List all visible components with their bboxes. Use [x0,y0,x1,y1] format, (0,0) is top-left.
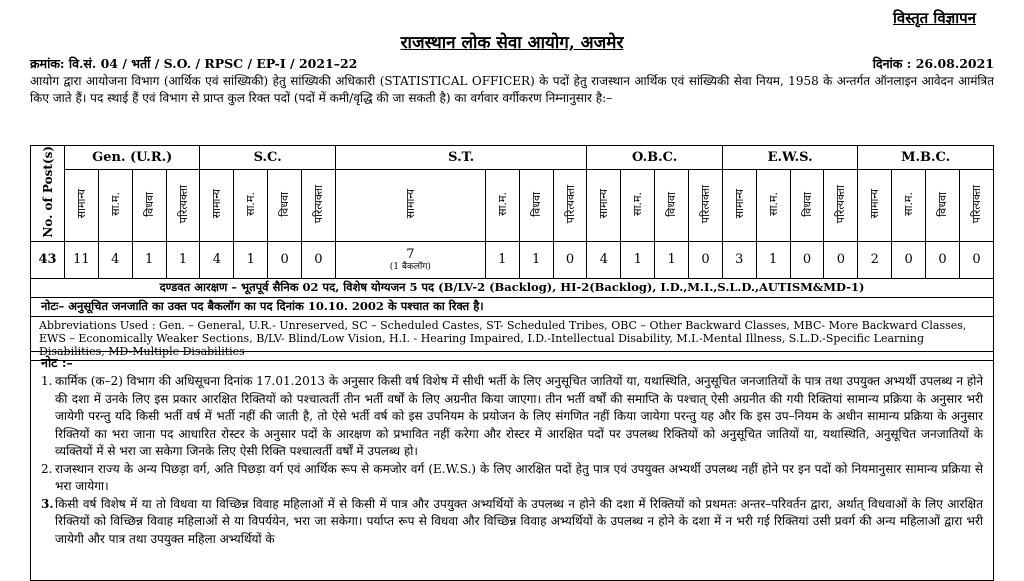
subhead: परित्यक्ता [553,170,587,241]
subhead: सामान्य [335,170,485,241]
category-ews: E.W.S. [722,146,857,170]
subhead: सामान्य [858,170,892,241]
intro-paragraph: आयोग द्वारा आयोजना विभाग (आर्थिक एवं सांख्यिकी) हेतु सांख्यिकी अधिकारी (STATISTICAL OFFICER) के पदों हेतु राजस्थान आर्थिक एवं सांख्यिकी सेवा नियम, 1958 के अन्तर्गत ऑनलाइन आवेदन आमंत्रित किए जाते हैं। पद स्थाई हैं एवं विभाग से प्राप्त कुल रिक्त पदों (पदों में कमी/वृद्धि की जा सकती है) का वर्गवार वर्गीकरण निम्नानुसार है:– [30,74,994,105]
subhead: सा.म. [756,170,790,241]
st-general-count: 7 [406,247,415,263]
subheader-row [31,170,994,241]
mbc-value: 0 [926,241,960,278]
note-item [41,496,983,549]
subhead: सामान्य [722,170,756,241]
subhead: विधवा [790,170,824,241]
st-value-general [335,241,485,278]
category-obc: O.B.C. [587,146,722,170]
notes-section [30,351,994,581]
subhead: सामान्य [587,170,621,241]
note-item [41,373,983,461]
st-value: 1 [485,241,519,278]
note-text: राजस्थान राज्य के अन्य पिछड़ा वर्ग, अति पिछड़ा वर्ग एवं आर्थिक रूप से कमजोर वर्ग (E.W.S.) के लिए आरक्षित पदों हेतु पात्र एवं उपयुक्त अभ्यर्थी उपलब्ध नहीं होने पर इन पदों को नियमानुसार सामान्य प्रक्रिया से भरा जायेगा। [55,461,983,493]
mbc-value: 0 [959,241,993,278]
subhead: परित्यक्ता [689,170,723,241]
sc-value: 0 [268,241,302,278]
gen-value: 4 [98,241,132,278]
sc-value: 0 [302,241,336,278]
subhead: विधवा [268,170,302,241]
category-gen: Gen. (U.R.) [65,146,200,170]
values-row [31,241,994,278]
subhead: सा.म. [892,170,926,241]
horizontal-reservation: दण्डवत आरक्षण – भूतपूर्व सैनिक 02 पद, विशेष योग्यजन 5 पद (B/LV-2 (Backlog), HI-2(Backlog), I.D.,M.I.,S.L.D.,AUTISM&MD-1) [31,278,994,297]
gen-value: 1 [166,241,200,278]
ews-value: 0 [790,241,824,278]
subhead: विधवा [132,170,166,241]
subhead: विधवा [519,170,553,241]
st-value: 0 [553,241,587,278]
subhead: परित्यक्ता [302,170,336,241]
obc-value: 0 [689,241,723,278]
note-number: 1. [41,374,53,388]
subhead: सामान्य [200,170,234,241]
sc-value: 1 [234,241,268,278]
posts-header: No. of Post(s) [31,146,65,242]
obc-value: 4 [587,241,621,278]
vacancy-table [30,145,994,361]
sc-value: 4 [200,241,234,278]
mbc-value: 2 [858,241,892,278]
notes-title: नोट :– [41,355,73,370]
obc-value: 1 [655,241,689,278]
subhead: सा.म. [98,170,132,241]
total-posts: 43 [31,241,65,278]
category-sc: S.C. [200,146,335,170]
reference-line [30,55,994,72]
subhead: परित्यक्ता [959,170,993,241]
subhead: परित्यक्ता [824,170,858,241]
category-mbc: M.B.C. [858,146,994,170]
note-item [41,461,983,496]
ews-value: 1 [756,241,790,278]
st-backlog-note: (1 बैकलॉग) [389,262,431,273]
ews-value: 0 [824,241,858,278]
abbreviations: Abbreviations Used : Gen. – General, U.R.- Unreserved, SC – Scheduled Castes, ST- Scheduled Tribes, OBC – Other Backward Classes, MBC- More Backward Classes, EWS – Economically Weaker Sections, B/LV- Blind/Low Vision, H.I. - Hearing Impaired, I.D.-Intellectual Disability, M.I.-Mental Illness, S.L.D.-Specific Learning Disabilities, MD-Multiple Disabilities [31,316,994,360]
note-number: 3. [41,496,54,511]
subhead: सामान्य [65,170,99,241]
st-value: 1 [519,241,553,278]
issue-date: दिनांक : 26.08.2021 [872,56,994,71]
subhead: परित्यक्ता [166,170,200,241]
note-number: 2. [41,461,53,476]
gen-value: 11 [65,241,99,278]
backlog-note: नोटः– अनुसूचित जनजाति का उक्त पद बैकलॉग का पद दिनांक 10.10. 2002 के पश्चात का रिक्त है। [31,297,994,316]
subhead: सा.म. [621,170,655,241]
subhead: विधवा [926,170,960,241]
gen-value: 1 [132,241,166,278]
reference-number: क्रमांक: वि.सं. 04 / भर्ती / S.O. / RPSC / EP-I / 2021–22 [30,56,358,71]
note-text: कार्मिक (क–2) विभाग की अधिसूचना दिनांक 17.01.2013 के अनुसार किसी वर्ष विशेष में सीधी भर्ती के लिए अनुसूचित जातियों या, यथास्थिति, अनुसूचित जनजातियों के पात्र तथा उपयुक्त अभ्यर्थी उपलब्ध न होने की दशा में उनके लिए इस प्रकार आरक्षित रिक्तियों को पश्चात्वर्ती तीन भर्ती वर्षों के लिए अग्रनीत किया जाएगा। तीन भर्ती वर्षों की समाप्ति के पश्चात् ऐसी अग्रनीत की गयी रिक्तियां सामान्य प्रक्रिया के अनुसार भरी जायेगी परन्तु यदि किसी भर्ती वर्ष में भर्ती नहीं की जाती है, तो ऐसे भर्ती वर्ष को इस उपनियम के प्रयोजन के लिए संगणित नहीं किया जायेगा परन्तु यह और कि इस उप–नियम के अधीन सामान्य प्रक्रिया के अनुसार रिक्तियों का भरा जाना पद आधारित रोस्टर के अनुसार पदों के आरक्षण को प्रभावित नहीं करेगा और रोस्टर में आरक्षित पदों पर उपलब्ध रिक्तियों को अनुसूचित जातियों या, यथास्थिति, अनुसूचित जनजातियों के व्यक्तियों में से भरा जा सकेगा जिनके लिए ऐसी रिक्ति पश्चात्वर्ती वर्षों में उपलब्ध हो। [55,374,983,458]
org-title: राजस्थान लोक सेवा आयोग, अजमेर [400,33,624,53]
obc-value: 1 [621,241,655,278]
ad-tag: विस्तृत विज्ञापन [893,9,976,27]
category-st: S.T. [335,146,587,170]
note-text: किसी वर्ष विशेष में या तो विधवा या विच्छिन्न विवाह महिलाओं में से किसी में पात्र और उपयुक्त अभ्यर्थियों के उपलब्ध न होने की दशा में रिक्तियों को प्रथमतः अन्तर–परिवर्तन द्वारा, अर्थात् विधवाओं के लिए आरक्षित रिक्तियों को विच्छिन्न विवाह महिलाओं से या विपर्ययेन, भरा जा सकेगा। पर्याप्त रूप से विधवा और विच्छिन्न विवाह अभ्यर्थियों के उपलब्ध न होने के दशा में न भरी गई रिक्तियां उसी प्रवर्ग की अन्य महिलाओं द्वारा भरी जायेगी और पात्र तथा उपयुक्त महिला अभ्यर्थियों के [55,496,983,546]
ews-value: 3 [722,241,756,278]
subhead: सा.म. [485,170,519,241]
subhead: विधवा [655,170,689,241]
subhead: सा.म. [234,170,268,241]
mbc-value: 0 [892,241,926,278]
